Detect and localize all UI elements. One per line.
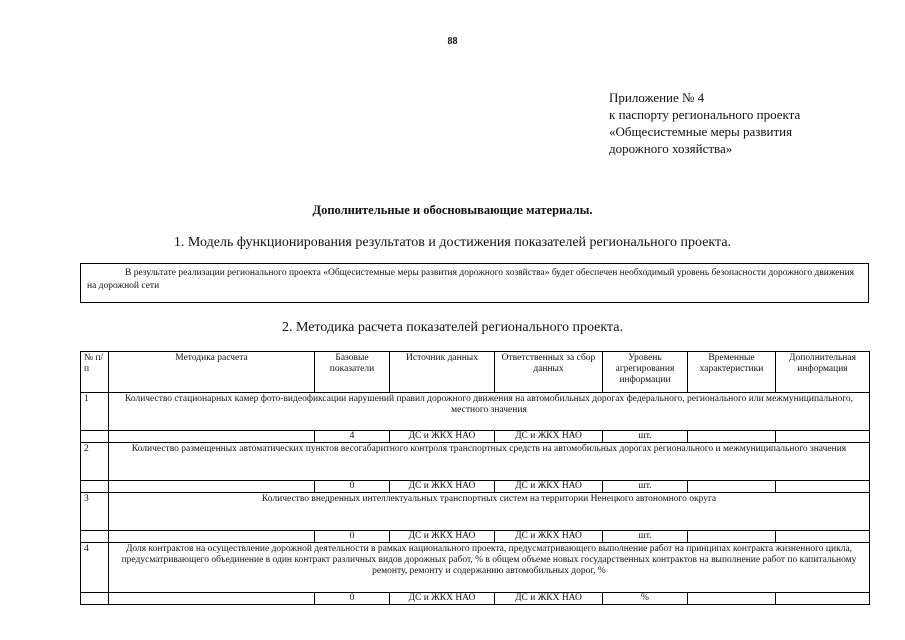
table-row [81, 393, 870, 431]
time-value [688, 593, 776, 605]
row-description: Количество размещенных автоматических пунктов весогабаритного контроля транспортных средств на автомобильных дорогах регионального и межмуниципального значения [109, 443, 870, 481]
base-value: 0 [315, 593, 390, 605]
row-description: Количество стационарных камер фото-видеофиксации нарушений правил дорожного движения на автомобильных дорогах федерального, регионального или межмуниципального, местного значения [109, 393, 870, 431]
section-2-title: 2. Методика расчета показателей регионального проекта. [281, 320, 624, 335]
base-value: 4 [315, 431, 390, 443]
level-value: % [603, 593, 688, 605]
row-number: 4 [81, 543, 109, 593]
row-description: Количество внедренных интеллектуальных транспортных систем на территории Ненецкого автономного округа [109, 493, 870, 531]
table-row-values [81, 481, 870, 493]
table-row-values [81, 431, 870, 443]
source-value: ДС и ЖКХ НАО [390, 593, 495, 605]
table-row-values [81, 593, 870, 605]
appendix-line-3: «Общесистемные меры развития [609, 124, 793, 139]
time-value [688, 531, 776, 543]
extra-value [776, 593, 870, 605]
row-description: Доля контрактов на осуществление дорожной деятельности в рамках национального проекта, предусматривающего выполнение работ на принципах контракта жизненного цикла, предусматривающего объединение в один контракт различных видов дорожных работ, % в общем объеме новых государственных контрактов на выполнение работ по капитальному ремонту, ремонту и содержанию автомобильных дорог, % [109, 543, 870, 593]
appendix-line-1: Приложение № 4 [609, 90, 705, 105]
base-value: 0 [315, 481, 390, 493]
responsible-value: ДС и ЖКХ НАО [495, 431, 603, 443]
level-value: шт. [603, 431, 688, 443]
responsible-value: ДС и ЖКХ НАО [495, 593, 603, 605]
base-value: 0 [315, 531, 390, 543]
source-value: ДС и ЖКХ НАО [390, 431, 495, 443]
responsible-value: ДС и ЖКХ НАО [495, 481, 603, 493]
responsible-value: ДС и ЖКХ НАО [495, 531, 603, 543]
extra-value [776, 431, 870, 443]
level-value: шт. [603, 531, 688, 543]
level-value: шт. [603, 481, 688, 493]
col-header-number: № п/п [81, 352, 109, 393]
table-header-row [81, 352, 870, 393]
document-heading: Дополнительные и обосновывающие материалы. [312, 203, 593, 217]
appendix-caption [609, 89, 800, 157]
row-number: 2 [81, 443, 109, 481]
appendix-line-4: дорожного хозяйства» [609, 141, 733, 156]
col-header-time: Временные характеристики [688, 352, 776, 393]
extra-value [776, 481, 870, 493]
col-header-extra: Дополнительная информация [776, 352, 870, 393]
time-value [688, 431, 776, 443]
table-row [81, 443, 870, 481]
section-1-text-box [80, 263, 869, 303]
source-value: ДС и ЖКХ НАО [390, 481, 495, 493]
appendix-line-2: к паспорту регионального проекта [609, 107, 801, 122]
section-1-text: В результате реализации регионального проекта «Общесистемные меры развития дорожного хозяйства» будет обеспечен необходимый уровень безопасности дорожного движения на дорожной сети [87, 268, 855, 291]
table-row [81, 493, 870, 531]
time-value [688, 481, 776, 493]
col-header-level: Уровень агрегирования информации [603, 352, 688, 393]
extra-value [776, 531, 870, 543]
row-number: 3 [81, 493, 109, 531]
row-number: 1 [81, 393, 109, 431]
table-row-values [81, 531, 870, 543]
source-value: ДС и ЖКХ НАО [390, 531, 495, 543]
methodology-table [80, 351, 870, 605]
col-header-source: Источник данных [390, 352, 495, 393]
col-header-responsible: Ответственных за сбор данных [495, 352, 603, 393]
col-header-base: Базовые показатели [315, 352, 390, 393]
section-1-title: 1. Модель функционирования результатов и достижения показателей регионального проекта. [173, 235, 732, 250]
page-number: 88 [447, 36, 458, 47]
col-header-method: Методика расчета [109, 352, 315, 393]
table-row [81, 543, 870, 593]
